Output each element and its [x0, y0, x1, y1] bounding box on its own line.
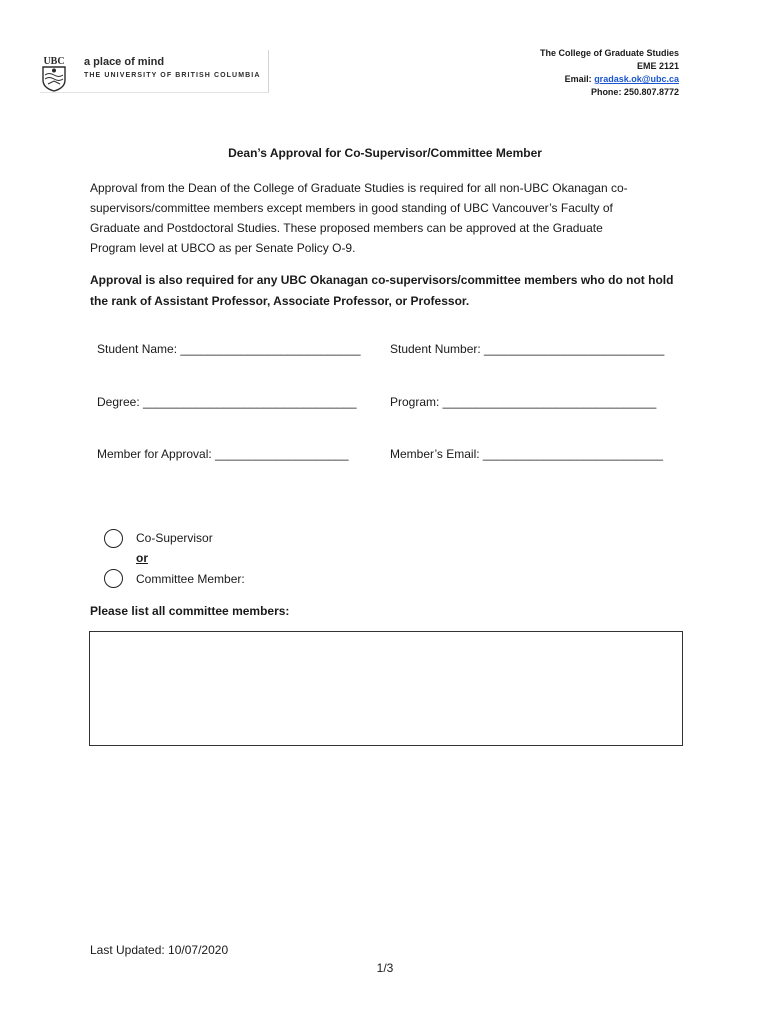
email-label: Email: — [564, 74, 592, 84]
ubc-crest-icon — [40, 54, 68, 92]
student-number-field[interactable]: Student Number: ___________________________ — [390, 342, 665, 356]
logo-tagline: a place of mind — [84, 56, 165, 68]
or-label: or — [136, 551, 148, 565]
phone-line: Phone: 250.807.8772 — [590, 87, 679, 97]
student-name-field[interactable]: Student Name: ___________________________ — [97, 342, 361, 356]
intro-line: Approval from the Dean of the College of Graduate Studies is required for all non-UBC Okanagan co- — [90, 181, 628, 195]
form-title: Dean’s Approval for Co-Supervisor/Committee Member — [228, 146, 542, 160]
intro-line: Program level at UBCO as per Senate Policy O-9. — [90, 241, 356, 255]
co-supervisor-label: Co-Supervisor — [136, 531, 213, 545]
page-number: 1/3 — [376, 961, 394, 975]
committee-list-label: Please list all committee members: — [90, 604, 290, 618]
email-line — [540, 73, 679, 86]
intro-line: supervisors/committee members except members in good standing of UBC Vancouver’s Faculty of — [90, 201, 613, 215]
last-updated: Last Updated: 10/07/2020 — [90, 943, 229, 957]
committee-list-textbox[interactable] — [89, 631, 683, 746]
intro-paragraph — [90, 178, 690, 258]
program-field[interactable]: Program: ________________________________ — [390, 395, 657, 409]
committee-member-radio[interactable] — [104, 569, 123, 588]
requirement-paragraph — [90, 270, 690, 312]
svg-text:UBC: UBC — [43, 56, 65, 67]
university-name: THE UNIVERSITY OF BRITISH COLUMBIA — [84, 72, 261, 79]
email-link[interactable]: gradask.ok@ubc.ca — [594, 74, 679, 84]
members-email-field[interactable]: Member’s Email: ___________________________ — [390, 447, 664, 461]
co-supervisor-radio[interactable] — [104, 529, 123, 548]
requirement-line: Approval is also required for any UBC Okanagan co-supervisors/committee members who do not hold — [90, 273, 674, 287]
member-for-approval-field[interactable]: Member for Approval: ____________________ — [97, 447, 349, 461]
college-name: The College of Graduate Studies — [539, 48, 679, 58]
requirement-line: the rank of Assistant Professor, Associate Professor, or Professor. — [90, 294, 470, 308]
intro-line: Graduate and Postdoctoral Studies. These proposed members can be approved at the Graduate — [90, 221, 603, 235]
office-room: EME 2121 — [636, 61, 679, 71]
committee-member-label: Committee Member: — [136, 572, 245, 586]
ubc-logo — [40, 50, 269, 93]
degree-field[interactable]: Degree: ________________________________ — [97, 395, 357, 409]
contact-block — [540, 47, 679, 99]
